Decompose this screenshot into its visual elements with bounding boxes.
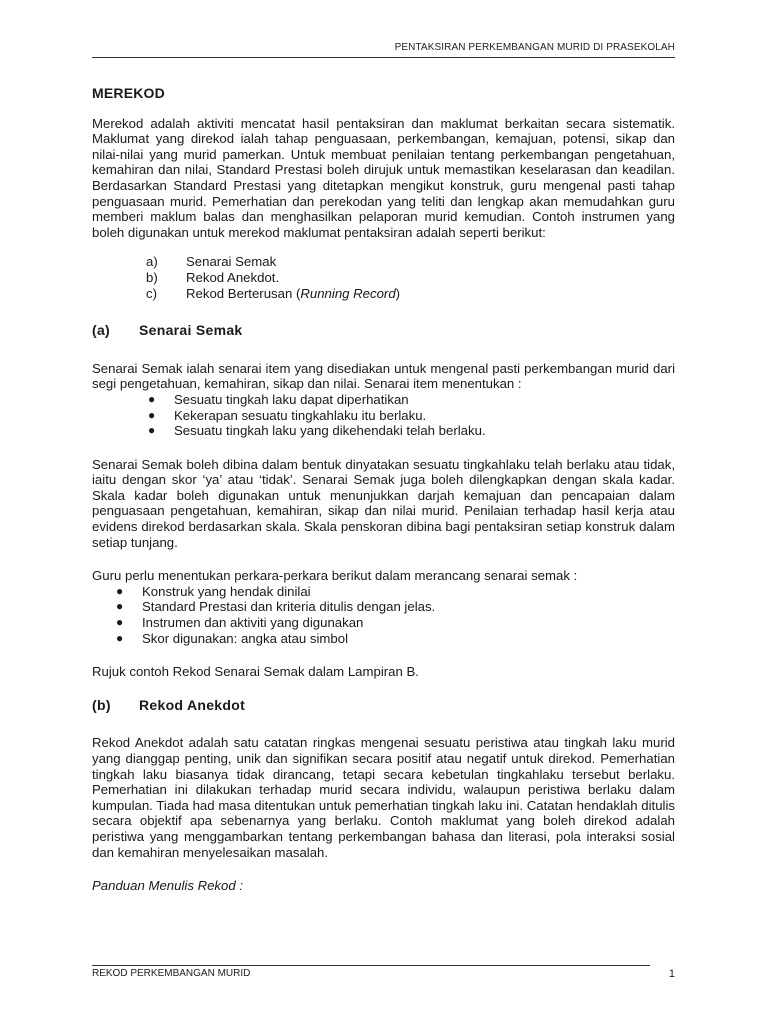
bullet-icon: ●	[148, 391, 156, 406]
list-item: ● Standard Prestasi dan kriteria ditulis dengan jelas.	[116, 599, 436, 615]
writing-guide-heading: Panduan Menulis Rekod :	[92, 878, 244, 894]
bullet-icon: ●	[148, 407, 156, 422]
page-number: 1	[668, 968, 675, 980]
bullet-icon: ●	[116, 630, 124, 645]
rekod-anekdot-paragraph: Rekod Anekdot adalah satu catatan ringkas mengenai sesuatu peristiwa atau tingkah laku murid yang dianggap penting, unik dan signifikan secara positif atau negatif untuk direkod. Pemerhatian tingkah laku biasanya tidak dirancang, tetapi secara kebetulan tingkahlaku tersebut berlaku. Pemerhatian ini dilakukan terhadap murid secara individu, walaupun peristiwa berlaku dalam kumpulan. Tiada had masa ditentukan untuk pemerhatian tingkah laku ini. Catatan hendaklah ditulis secara objektif apa sebenarnya yang berlaku. Contoh maklumat yang boleh direkod adalah peristiwa yang menggambarkan tentang perkembangan bahasa dan literasi, pola interaksi sosial dan kemahiran menyelesaikan masalah.	[92, 735, 675, 860]
subsection-title: Rekod Anekdot	[139, 696, 246, 713]
list-marker: a)	[146, 254, 158, 270]
appendix-reference: Rujuk contoh Rekod Senarai Semak dalam Lampiran B.	[92, 664, 419, 680]
planning-intro: Guru perlu menentukan perkara-perkara berikut dalam merancang senarai semak :	[92, 568, 578, 584]
instrument-item	[146, 254, 675, 270]
running-footer: REKOD PERKEMBANGAN MURID	[92, 968, 251, 979]
intro-paragraph: Merekod adalah aktiviti mencatat hasil pentaksiran dan maklumat berkaitan secara sistematik. Maklumat yang direkod ialah tahap penguasaan, perkembangan, kemajuan, potensi, sikap dan nilai-nilai yang murid pamerkan. Untuk membuat penilaian tentang perkembangan pengetahuan, kemahiran dan nilai, Standard Prestasi boleh dirujuk untuk memastikan keselarasan dan keadilan. Berdasarkan Standard Prestasi yang ditetapkan mengikut konstruk, guru mengenal pasti tahap penguasaan murid. Pemerhatian dan perekodan yang teliti dan lengkap akan memudahkan guru memberi maklum balas dan menghasilkan pelaporan murid kemudian. Contoh instrumen yang boleh digunakan untuk merekod maklumat pentaksiran adalah seperti berikut:	[92, 115, 675, 240]
list-item-text: Rekod Berterusan (Running Record)	[186, 285, 401, 301]
list-item-text: Rekod Anekdot.	[186, 269, 280, 285]
bullet-icon: ●	[116, 583, 124, 598]
subsection-heading-senarai-semak	[92, 323, 675, 339]
instrument-item	[146, 270, 675, 286]
running-header: PENTAKSIRAN PERKEMBANGAN MURID DI PRASEKOLAH	[394, 42, 675, 53]
list-item: ● Skor digunakan: angka atau simbol	[116, 630, 349, 646]
list-marker: b)	[146, 269, 158, 285]
subsection-title: Senarai Semak	[139, 322, 243, 339]
list-item: ● Instrumen dan aktiviti yang digunakan	[116, 615, 364, 631]
list-item: ● Sesuatu tingkah laku yang dikehendaki telah berlaku.	[148, 423, 486, 439]
bullet-icon: ●	[148, 423, 156, 438]
bullet-icon: ●	[116, 599, 124, 614]
list-item: ● Kekerapan sesuatu tingkahlaku itu berlaku.	[148, 407, 427, 423]
footer-rule	[92, 965, 650, 966]
subsection-heading-rekod-anekdot	[92, 698, 675, 714]
section-title: MEREKOD	[92, 85, 165, 101]
instrument-item	[146, 286, 675, 302]
list-marker: c)	[146, 285, 157, 301]
italic-term: Running Record	[300, 285, 396, 301]
list-item: ● Konstruk yang hendak dinilai	[116, 583, 311, 599]
senarai-semak-scale-paragraph: Senarai Semak boleh dibina dalam bentuk dinyatakan sesuatu tingkahlaku telah berlaku atau tidak, iaitu dengan skor ‘ya’ atau ‘tidak’. Senarai Semak juga boleh dilengkapkan dengan skala kadar. Skala kadar boleh digunakan untuk menunjukkan darjah kemajuan dan pencapaian dalam penguasaan pengetahuan, kemahiran, sikap dan nilai murid. Penilaian terhadap hasil kerja atau evidens direkod berdasarkan skala. Skala penskoran dibina bagi pentaksiran setiap konstruk dalam setiap tunjang.	[92, 456, 675, 550]
list-item-text: Senarai Semak	[186, 254, 277, 270]
planning-list	[92, 584, 675, 646]
senarai-semak-definition: Senarai Semak ialah senarai item yang disediakan untuk mengenal pasti perkembangan murid dari segi pengetahuan, kemahiran, sikap dan nilai. Senarai item menentukan :	[92, 360, 675, 392]
instrument-list	[92, 254, 675, 301]
subsection-marker: (a)	[92, 322, 111, 339]
list-item: ● Sesuatu tingkah laku dapat diperhatikan	[148, 391, 409, 407]
subsection-marker: (b)	[92, 696, 111, 713]
bullet-icon: ●	[116, 615, 124, 630]
header-rule	[92, 57, 675, 58]
senarai-semak-criteria-list	[92, 392, 675, 439]
page-content	[92, 86, 675, 894]
